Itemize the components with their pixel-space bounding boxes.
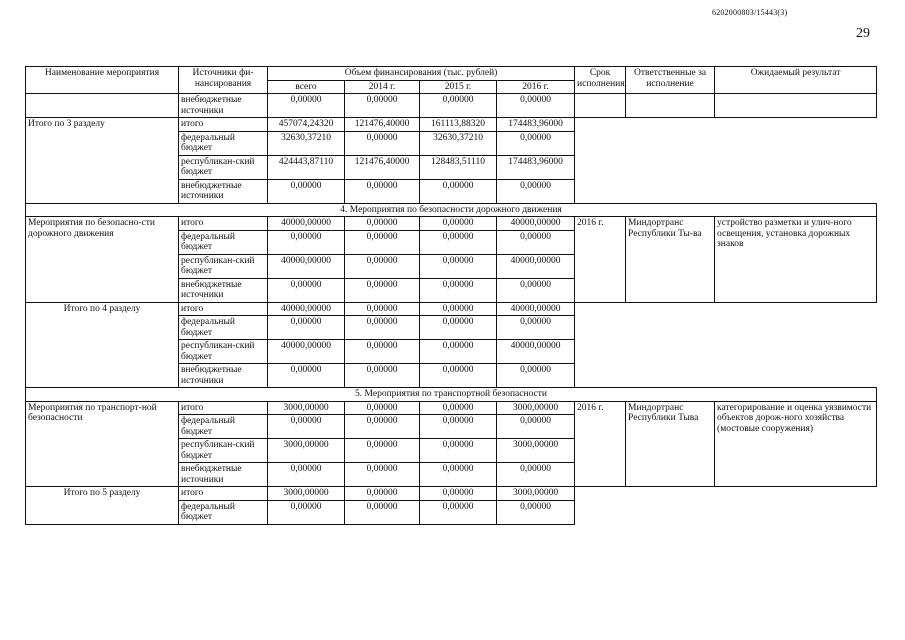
- header-source: Источники фи-нансирования: [179, 67, 268, 94]
- value-cell: 0,00000: [497, 131, 575, 155]
- header-2015: 2015 г.: [420, 80, 497, 94]
- value-cell: 0,00000: [268, 500, 345, 524]
- value-cell: 0,00000: [497, 230, 575, 254]
- value-cell: 161113,88320: [420, 118, 497, 132]
- section-title-row: [26, 203, 877, 217]
- value-cell: 0,00000: [420, 230, 497, 254]
- value-cell: 3000,00000: [497, 401, 575, 415]
- value-cell: 0,00000: [420, 463, 497, 487]
- header-term: Срок исполнения: [575, 67, 626, 94]
- header-2016: 2016 г.: [497, 80, 575, 94]
- section-4-title: 4. Мероприятия по безопасности дорожного движения: [26, 203, 877, 217]
- source-cell: внебюджетные источники: [179, 463, 268, 487]
- value-cell: 32630,37210: [268, 131, 345, 155]
- value-cell: 40000,00000: [497, 340, 575, 364]
- term-cell: 2016 г.: [575, 401, 626, 487]
- total-3-label: Итого по 3 разделу: [26, 118, 179, 204]
- value-cell: 3000,00000: [497, 487, 575, 501]
- value-cell: 0,00000: [345, 364, 420, 388]
- value-cell: 0,00000: [345, 278, 420, 302]
- value-cell: 174483,96000: [497, 155, 575, 179]
- empty-cell: [575, 118, 877, 204]
- value-cell: 0,00000: [497, 415, 575, 439]
- source-cell: внебюджетные источники: [179, 94, 268, 118]
- value-cell: 0,00000: [268, 94, 345, 118]
- value-cell: 0,00000: [345, 500, 420, 524]
- section-5-title: 5. Мероприятия по транспортной безопасности: [26, 388, 877, 402]
- value-cell: 0,00000: [420, 94, 497, 118]
- source-cell: республикан-ский бюджет: [179, 439, 268, 463]
- value-cell: 0,00000: [497, 500, 575, 524]
- result-cell: категорирование и оценка уязвимости объектов дорож-ного хозяйства (мостовые сооружения): [715, 401, 877, 487]
- measure-name: Мероприятия по безопасно-сти дорожного движения: [26, 217, 179, 303]
- source-cell: республикан-ский бюджет: [179, 254, 268, 278]
- value-cell: 40000,00000: [497, 302, 575, 316]
- section-title-row: [26, 388, 877, 402]
- value-cell: 40000,00000: [268, 254, 345, 278]
- value-cell: 0,00000: [420, 340, 497, 364]
- value-cell: 40000,00000: [497, 254, 575, 278]
- header-result: Ожидаемый результат: [715, 67, 877, 94]
- value-cell: 0,00000: [268, 230, 345, 254]
- financing-table: [25, 66, 877, 525]
- value-cell: 0,00000: [420, 254, 497, 278]
- value-cell: 0,00000: [497, 179, 575, 203]
- source-cell: федеральный бюджет: [179, 230, 268, 254]
- table-row: [26, 94, 877, 118]
- value-cell: 457074,24320: [268, 118, 345, 132]
- value-cell: 0,00000: [420, 217, 497, 231]
- value-cell: 0,00000: [268, 179, 345, 203]
- source-cell: итого: [179, 118, 268, 132]
- source-cell: республикан-ский бюджет: [179, 155, 268, 179]
- value-cell: 0,00000: [497, 316, 575, 340]
- header-responsible: Ответственные за исполнение: [626, 67, 715, 94]
- value-cell: 0,00000: [345, 94, 420, 118]
- value-cell: 0,00000: [345, 179, 420, 203]
- result-cell: устройство разметки и улич-ного освещения, установка дорожных знаков: [715, 217, 877, 303]
- empty-cell: [575, 487, 877, 525]
- result-cell: [715, 94, 877, 118]
- value-cell: 0,00000: [268, 316, 345, 340]
- value-cell: 3000,00000: [497, 439, 575, 463]
- value-cell: 121476,40000: [345, 155, 420, 179]
- source-cell: внебюджетные источники: [179, 278, 268, 302]
- document-id: 6202000803/15443(3): [712, 8, 788, 17]
- source-cell: итого: [179, 401, 268, 415]
- value-cell: 0,00000: [345, 217, 420, 231]
- responsible-cell: Миндортранс Республики Ты-ва: [626, 217, 715, 303]
- value-cell: 0,00000: [345, 254, 420, 278]
- value-cell: 0,00000: [497, 463, 575, 487]
- value-cell: 0,00000: [420, 439, 497, 463]
- source-cell: федеральный бюджет: [179, 131, 268, 155]
- total-4-label: Итого по 4 разделу: [26, 302, 179, 388]
- value-cell: 0,00000: [420, 364, 497, 388]
- value-cell: 0,00000: [345, 302, 420, 316]
- header-total: всего: [268, 80, 345, 94]
- table-row: [26, 118, 877, 132]
- value-cell: 0,00000: [345, 487, 420, 501]
- source-cell: внебюджетные источники: [179, 364, 268, 388]
- value-cell: 174483,96000: [497, 118, 575, 132]
- value-cell: 0,00000: [497, 364, 575, 388]
- value-cell: 0,00000: [268, 364, 345, 388]
- value-cell: 0,00000: [420, 487, 497, 501]
- value-cell: 40000,00000: [268, 217, 345, 231]
- name-cell: [26, 94, 179, 118]
- table-row: [26, 401, 877, 415]
- table-row: [26, 487, 877, 501]
- header-row: [26, 67, 877, 81]
- source-cell: итого: [179, 302, 268, 316]
- value-cell: 0,00000: [420, 401, 497, 415]
- term-cell: 2016 г.: [575, 217, 626, 303]
- value-cell: 0,00000: [497, 278, 575, 302]
- value-cell: 3000,00000: [268, 487, 345, 501]
- source-cell: внебюджетные источники: [179, 179, 268, 203]
- header-2014: 2014 г.: [345, 80, 420, 94]
- value-cell: 0,00000: [345, 340, 420, 364]
- value-cell: 0,00000: [345, 131, 420, 155]
- table-row: [26, 302, 877, 316]
- value-cell: 40000,00000: [497, 217, 575, 231]
- value-cell: 32630,37210: [420, 131, 497, 155]
- value-cell: 0,00000: [420, 316, 497, 340]
- source-cell: итого: [179, 487, 268, 501]
- value-cell: 0,00000: [268, 278, 345, 302]
- value-cell: 0,00000: [268, 463, 345, 487]
- value-cell: 40000,00000: [268, 302, 345, 316]
- value-cell: 0,00000: [420, 179, 497, 203]
- source-cell: федеральный бюджет: [179, 316, 268, 340]
- source-cell: республикан-ский бюджет: [179, 340, 268, 364]
- value-cell: 0,00000: [420, 500, 497, 524]
- value-cell: 128483,51110: [420, 155, 497, 179]
- value-cell: 3000,00000: [268, 401, 345, 415]
- value-cell: 0,00000: [345, 401, 420, 415]
- empty-cell: [575, 302, 877, 388]
- value-cell: 0,00000: [345, 230, 420, 254]
- value-cell: 0,00000: [420, 415, 497, 439]
- header-name: Наименование мероприятия: [26, 67, 179, 94]
- value-cell: 0,00000: [345, 316, 420, 340]
- value-cell: 0,00000: [345, 415, 420, 439]
- total-5-label: Итого по 5 разделу: [26, 487, 179, 525]
- source-cell: федеральный бюджет: [179, 415, 268, 439]
- value-cell: 0,00000: [268, 415, 345, 439]
- value-cell: 0,00000: [420, 278, 497, 302]
- value-cell: 424443,87110: [268, 155, 345, 179]
- value-cell: 40000,00000: [268, 340, 345, 364]
- value-cell: 0,00000: [345, 439, 420, 463]
- value-cell: 0,00000: [497, 94, 575, 118]
- term-cell: [575, 94, 626, 118]
- value-cell: 0,00000: [345, 463, 420, 487]
- source-cell: федеральный бюджет: [179, 500, 268, 524]
- table-row: [26, 217, 877, 231]
- responsible-cell: Миндортранс Республики Тыва: [626, 401, 715, 487]
- value-cell: 0,00000: [420, 302, 497, 316]
- responsible-cell: [626, 94, 715, 118]
- header-funding: Объем финансирования (тыс. рублей): [268, 67, 575, 81]
- source-cell: итого: [179, 217, 268, 231]
- page-number: 29: [856, 26, 870, 41]
- value-cell: 3000,00000: [268, 439, 345, 463]
- measure-name: Мероприятия по транспорт-ной безопасности: [26, 401, 179, 487]
- value-cell: 121476,40000: [345, 118, 420, 132]
